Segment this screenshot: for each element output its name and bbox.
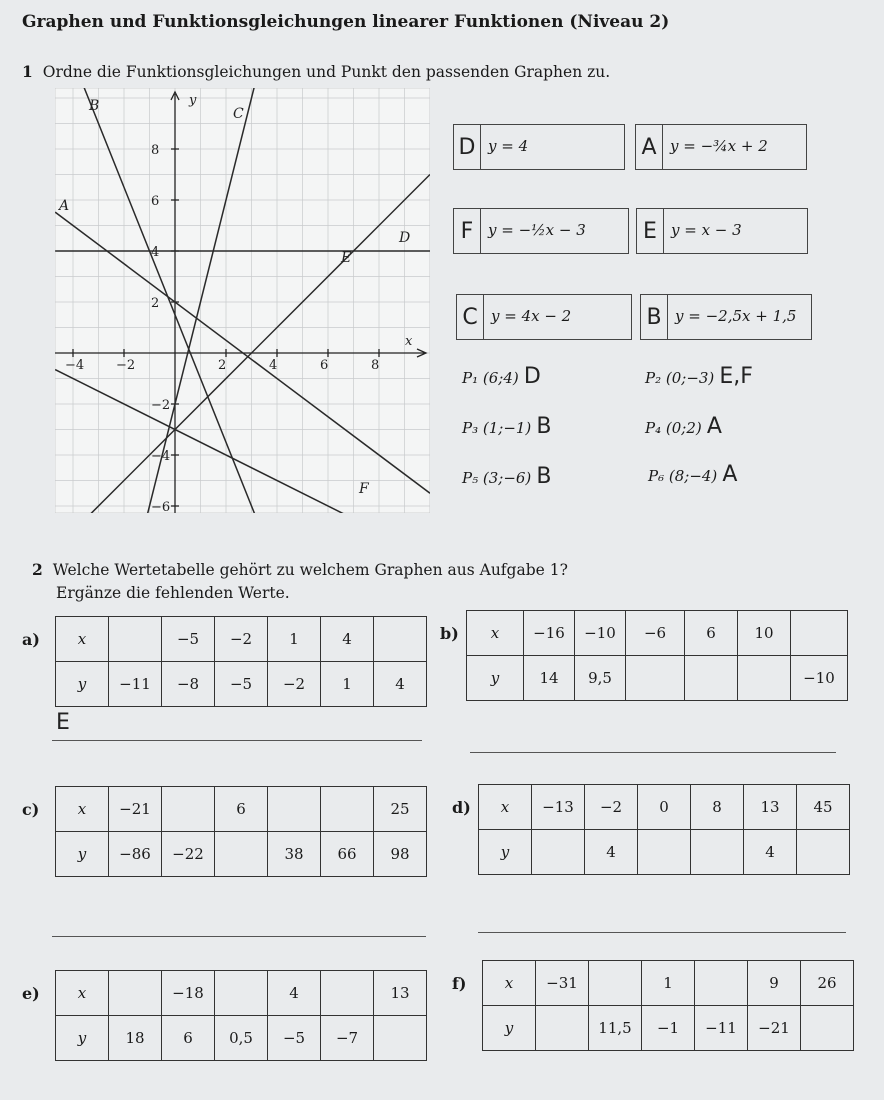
- line-label-E: E: [341, 250, 352, 266]
- answer-graph-a[interactable]: E: [56, 710, 70, 735]
- row-header-y: y: [56, 662, 109, 707]
- point-answer[interactable]: A: [722, 462, 738, 487]
- point-2: P₂ (0;−3) E,F: [645, 364, 753, 389]
- table-cell-x[interactable]: −31: [536, 961, 589, 1006]
- page-title: Graphen und Funktionsgleichungen linearer Funktionen (Niveau 2): [22, 12, 670, 32]
- point-4: P₄ (0;2) A: [645, 414, 722, 439]
- row-header-x: x: [467, 611, 524, 656]
- table-label-a: a): [22, 630, 40, 649]
- table-cell-y[interactable]: −5: [215, 662, 268, 707]
- answer-letter[interactable]: D: [454, 125, 481, 169]
- table-cell-x[interactable]: 6: [685, 611, 738, 656]
- value-table-b: [466, 610, 848, 701]
- value-table-f: [482, 960, 854, 1051]
- table-cell-y[interactable]: [532, 830, 585, 875]
- row-header-y: y: [479, 830, 532, 875]
- task2-instruction: [32, 560, 568, 579]
- table-cell-x[interactable]: 6: [215, 787, 268, 832]
- equation-text: y = −¾x + 2: [670, 137, 768, 155]
- table-cell-y[interactable]: 6: [162, 1016, 215, 1061]
- table-cell-y[interactable]: −11: [695, 1006, 748, 1051]
- line-label-F: F: [359, 481, 369, 497]
- equation-text: y = 4x − 2: [491, 307, 572, 325]
- table-cell-y[interactable]: 98: [374, 832, 427, 877]
- table-cell-x[interactable]: 8: [691, 785, 744, 830]
- table-row-x: [479, 785, 850, 830]
- value-table-a: [55, 616, 427, 707]
- y-tick-label: 6: [151, 194, 160, 209]
- table-cell-y[interactable]: [797, 830, 850, 875]
- table-cell-y[interactable]: [626, 656, 685, 701]
- y-axis-label: y: [189, 93, 197, 108]
- task2-text: Welche Wertetabelle gehört zu welchem Graphen aus Aufgabe 1?: [52, 561, 568, 579]
- y-tick-label: −2: [151, 398, 171, 413]
- table-cell-y[interactable]: 4: [744, 830, 797, 875]
- row-header-y: y: [467, 656, 524, 701]
- table-cell-x[interactable]: 45: [797, 785, 850, 830]
- answer-letter[interactable]: F: [454, 209, 481, 253]
- table-row-x: [483, 961, 854, 1006]
- task1-number: 1: [22, 62, 33, 81]
- answer-line-a[interactable]: [52, 740, 422, 741]
- table-cell-x[interactable]: 25: [374, 787, 427, 832]
- table-row-y: [483, 1006, 854, 1051]
- table-cell-x[interactable]: 0: [638, 785, 691, 830]
- table-cell-x[interactable]: [268, 787, 321, 832]
- point-3: P₃ (1;−1) B: [462, 414, 552, 439]
- row-header-y: y: [56, 1016, 109, 1061]
- table-row-x: [467, 611, 848, 656]
- table-cell-x[interactable]: −6: [626, 611, 685, 656]
- equation-box-6: [640, 294, 812, 340]
- equation-box-4: [636, 208, 808, 254]
- task1-instruction: [22, 62, 610, 81]
- task1-text: Ordne die Funktionsgleichungen und Punkt den passenden Graphen zu.: [42, 63, 611, 81]
- table-cell-y[interactable]: 1: [321, 662, 374, 707]
- y-tick-label: 2: [151, 296, 160, 311]
- x-tick-label: 6: [320, 358, 329, 373]
- table-cell-x[interactable]: −5: [162, 617, 215, 662]
- table-cell-y[interactable]: [685, 656, 738, 701]
- point-6: P₆ (8;−4) A: [648, 462, 738, 487]
- table-cell-y[interactable]: −10: [791, 656, 848, 701]
- value-table-c: [55, 786, 427, 877]
- table-cell-y[interactable]: 11,5: [589, 1006, 642, 1051]
- y-tick-label: −6: [151, 500, 171, 513]
- row-header-x: x: [483, 961, 536, 1006]
- table-cell-x[interactable]: 9: [748, 961, 801, 1006]
- task2-number: 2: [32, 560, 43, 579]
- table-cell-y[interactable]: −7: [321, 1016, 374, 1061]
- row-header-x: x: [56, 971, 109, 1016]
- table-cell-y[interactable]: 0,5: [215, 1016, 268, 1061]
- table-row-y: [56, 832, 427, 877]
- equation-text: y = −½x − 3: [488, 221, 586, 239]
- table-cell-y[interactable]: 38: [268, 832, 321, 877]
- y-tick-label: −4: [151, 449, 171, 464]
- x-tick-label: 4: [269, 358, 278, 373]
- table-cell-x[interactable]: −21: [109, 787, 162, 832]
- table-cell-y[interactable]: −1: [642, 1006, 695, 1051]
- table-cell-y[interactable]: [215, 832, 268, 877]
- answer-letter[interactable]: C: [457, 295, 484, 339]
- table-cell-y[interactable]: 9,5: [575, 656, 626, 701]
- table-label-e: e): [22, 984, 40, 1003]
- table-cell-x[interactable]: 4: [321, 617, 374, 662]
- table-cell-x[interactable]: [109, 971, 162, 1016]
- table-cell-x[interactable]: [109, 617, 162, 662]
- table-row-y: [479, 830, 850, 875]
- table-cell-y[interactable]: [738, 656, 791, 701]
- table-cell-y[interactable]: 4: [374, 662, 427, 707]
- row-header-x: x: [479, 785, 532, 830]
- equation-box-2: [635, 124, 807, 170]
- table-cell-x[interactable]: 13: [744, 785, 797, 830]
- table-cell-y[interactable]: [374, 1016, 427, 1061]
- answer-line-d[interactable]: [478, 932, 846, 933]
- table-cell-x[interactable]: −2: [585, 785, 638, 830]
- table-cell-y[interactable]: −5: [268, 1016, 321, 1061]
- table-cell-x[interactable]: 1: [642, 961, 695, 1006]
- equation-text: y = −2,5x + 1,5: [675, 307, 797, 325]
- answer-letter[interactable]: E: [637, 209, 664, 253]
- table-row-x: [56, 971, 427, 1016]
- table-cell-x[interactable]: [321, 787, 374, 832]
- table-cell-x[interactable]: 1: [268, 617, 321, 662]
- answer-line-c[interactable]: [52, 936, 426, 937]
- answer-letter[interactable]: A: [636, 125, 663, 169]
- line-label-C: C: [233, 106, 244, 122]
- point-1: P₁ (6;4) D: [462, 364, 541, 389]
- value-table-d: [478, 784, 850, 875]
- y-tick-label: 8: [151, 143, 160, 158]
- table-row-x: [56, 617, 427, 662]
- table-cell-y[interactable]: −86: [109, 832, 162, 877]
- task2-subtext: Ergänze die fehlenden Werte.: [56, 584, 290, 602]
- table-cell-x[interactable]: −13: [532, 785, 585, 830]
- equation-text: y = x − 3: [671, 221, 742, 239]
- equation-box-1: [453, 124, 625, 170]
- equation-box-3: [453, 208, 629, 254]
- x-axis-label: x: [405, 334, 413, 349]
- table-cell-x[interactable]: 4: [268, 971, 321, 1016]
- table-cell-x[interactable]: −10: [575, 611, 626, 656]
- row-header-y: y: [483, 1006, 536, 1051]
- table-cell-y[interactable]: −8: [162, 662, 215, 707]
- table-row-y: [56, 1016, 427, 1061]
- table-cell-x[interactable]: [215, 971, 268, 1016]
- table-cell-x[interactable]: [791, 611, 848, 656]
- x-tick-label: 8: [371, 358, 380, 373]
- line-label-B: B: [89, 98, 100, 114]
- table-cell-y[interactable]: −11: [109, 662, 162, 707]
- table-cell-y[interactable]: −21: [748, 1006, 801, 1051]
- table-cell-x[interactable]: −18: [162, 971, 215, 1016]
- table-row-x: [56, 787, 427, 832]
- point-5: P₅ (3;−6) B: [462, 464, 552, 489]
- row-header-y: y: [56, 832, 109, 877]
- table-cell-x[interactable]: [162, 787, 215, 832]
- answer-letter[interactable]: B: [641, 295, 668, 339]
- value-table-e: [55, 970, 427, 1061]
- table-cell-y[interactable]: 18: [109, 1016, 162, 1061]
- table-cell-x[interactable]: [321, 971, 374, 1016]
- table-cell-x[interactable]: 10: [738, 611, 791, 656]
- table-cell-x[interactable]: [695, 961, 748, 1006]
- table-cell-x[interactable]: −2: [215, 617, 268, 662]
- table-cell-y[interactable]: [638, 830, 691, 875]
- table-cell-x[interactable]: 13: [374, 971, 427, 1016]
- table-cell-x[interactable]: [374, 617, 427, 662]
- table-label-f: f): [452, 974, 467, 993]
- x-tick-label: −2: [116, 358, 136, 373]
- table-row-y: [467, 656, 848, 701]
- equation-box-5: [456, 294, 632, 340]
- table-cell-y[interactable]: 4: [585, 830, 638, 875]
- table-label-d: d): [452, 798, 471, 817]
- table-cell-y[interactable]: −22: [162, 832, 215, 877]
- table-cell-y[interactable]: [801, 1006, 854, 1051]
- row-header-x: x: [56, 787, 109, 832]
- table-cell-y[interactable]: 66: [321, 832, 374, 877]
- x-tick-label: 2: [218, 358, 227, 373]
- x-tick-label: −4: [65, 358, 85, 373]
- table-label-c: c): [22, 800, 40, 819]
- table-cell-y[interactable]: [691, 830, 744, 875]
- line-label-D: D: [399, 230, 411, 246]
- table-cell-x[interactable]: 26: [801, 961, 854, 1006]
- row-header-x: x: [56, 617, 109, 662]
- answer-line-b[interactable]: [470, 752, 836, 753]
- equation-text: y = 4: [488, 137, 529, 155]
- table-label-b: b): [440, 624, 459, 643]
- point-answer[interactable]: B: [536, 464, 552, 489]
- point-answer[interactable]: B: [536, 414, 552, 439]
- line-label-A: A: [59, 198, 70, 214]
- table-cell-x[interactable]: [589, 961, 642, 1006]
- table-row-y: [56, 662, 427, 707]
- table-cell-y[interactable]: [536, 1006, 589, 1051]
- point-answer[interactable]: E,F: [719, 364, 753, 389]
- point-answer[interactable]: A: [706, 414, 722, 439]
- table-cell-y[interactable]: −2: [268, 662, 321, 707]
- coordinate-graph: [55, 88, 430, 513]
- y-tick-label: 4: [151, 245, 160, 260]
- table-cell-y[interactable]: 14: [524, 656, 575, 701]
- point-answer[interactable]: D: [523, 364, 541, 389]
- table-cell-x[interactable]: −16: [524, 611, 575, 656]
